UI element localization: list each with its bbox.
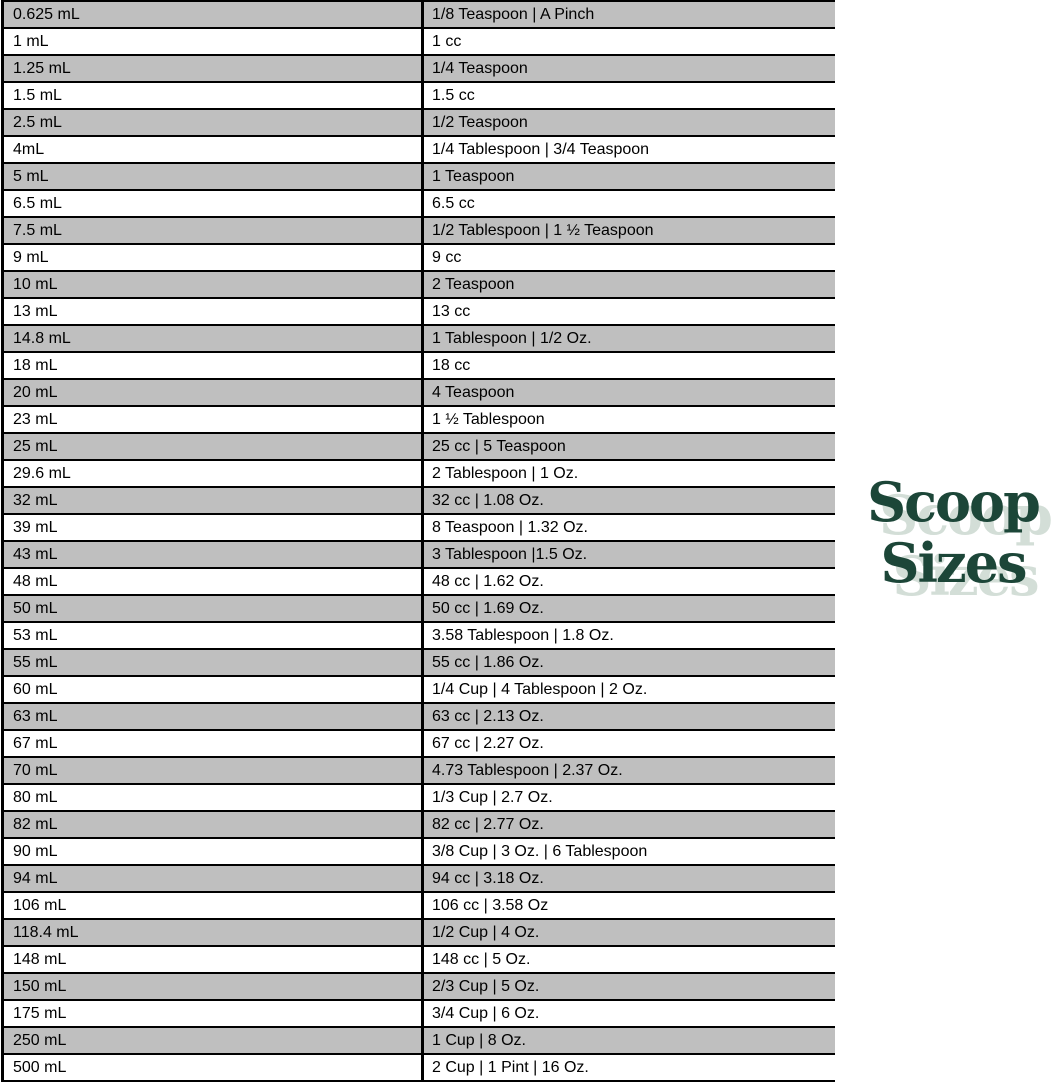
ml-cell: 55 mL xyxy=(4,650,424,675)
conversion-cell: 1 Cup | 8 Oz. xyxy=(432,1031,526,1049)
table-row xyxy=(4,729,835,756)
ml-cell: 13 mL xyxy=(4,299,424,324)
conversion-cell: 55 cc | 1.86 Oz. xyxy=(432,653,544,671)
ml-cell: 50 mL xyxy=(4,596,424,621)
ml-cell: 48 mL xyxy=(4,569,424,594)
ml-cell: 1.5 mL xyxy=(4,83,424,108)
conversion-cell: 1/2 Tablespoon | 1 ½ Teaspoon xyxy=(432,221,654,239)
conversion-cell: 32 cc | 1.08 Oz. xyxy=(432,491,544,509)
conversion-cell: 67 cc | 2.27 Oz. xyxy=(432,734,544,752)
ml-cell: 18 mL xyxy=(4,353,424,378)
conversion-cell: 1 ½ Tablespoon xyxy=(432,410,545,428)
ml-cell: 25 mL xyxy=(4,434,424,459)
table-row xyxy=(4,243,835,270)
ml-cell: 82 mL xyxy=(4,812,424,837)
conversion-cell: 25 cc | 5 Teaspoon xyxy=(432,437,566,455)
table-row xyxy=(4,216,835,243)
conversion-cell: 1/4 Tablespoon | 3/4 Teaspoon xyxy=(432,140,650,158)
table-row xyxy=(4,405,835,432)
conversion-cell: 63 cc | 2.13 Oz. xyxy=(432,707,544,725)
logo-line-1: Scoop xyxy=(867,470,1039,534)
table-row xyxy=(4,459,835,486)
conversion-cell: 1 cc xyxy=(432,32,462,50)
conversion-cell: 9 cc xyxy=(432,248,462,266)
ml-cell: 60 mL xyxy=(4,677,424,702)
ml-cell: 20 mL xyxy=(4,380,424,405)
ml-cell: 80 mL xyxy=(4,785,424,810)
ml-cell: 175 mL xyxy=(4,1001,424,1026)
table-row xyxy=(4,918,835,945)
table-row xyxy=(4,135,835,162)
ml-cell: 23 mL xyxy=(4,407,424,432)
ml-cell: 39 mL xyxy=(4,515,424,540)
table-row xyxy=(4,675,835,702)
ml-cell: 0.625 mL xyxy=(4,2,424,27)
table-row xyxy=(4,540,835,567)
conversion-cell: 1 Tablespoon | 1/2 Oz. xyxy=(432,329,592,347)
ml-cell: 118.4 mL xyxy=(4,920,424,945)
conversion-cell: 6.5 cc xyxy=(432,194,475,212)
table-row xyxy=(4,432,835,459)
ml-cell: 4mL xyxy=(4,137,424,162)
scoop-sizes-logo xyxy=(843,472,1063,594)
table-row xyxy=(4,756,835,783)
conversion-cell: 1/2 Cup | 4 Oz. xyxy=(432,923,540,941)
conversion-cell: 1/4 Teaspoon xyxy=(432,59,528,77)
ml-cell: 150 mL xyxy=(4,974,424,999)
ml-cell: 5 mL xyxy=(4,164,424,189)
conversion-cell: 3.58 Tablespoon | 1.8 Oz. xyxy=(432,626,614,644)
ml-cell: 6.5 mL xyxy=(4,191,424,216)
table-row xyxy=(4,189,835,216)
ml-cell: 14.8 mL xyxy=(4,326,424,351)
conversion-cell: 13 cc xyxy=(432,302,471,320)
conversion-cell: 2 Tablespoon | 1 Oz. xyxy=(432,464,579,482)
table-row xyxy=(4,891,835,918)
conversion-cell: 3 Tablespoon |1.5 Oz. xyxy=(432,545,588,563)
table-row xyxy=(4,270,835,297)
conversion-cell: 1.5 cc xyxy=(432,86,475,104)
table-row xyxy=(4,81,835,108)
ml-cell: 94 mL xyxy=(4,866,424,891)
conversion-cell: 148 cc | 5 Oz. xyxy=(432,950,531,968)
ml-cell: 70 mL xyxy=(4,758,424,783)
table-row xyxy=(4,621,835,648)
table-row xyxy=(4,945,835,972)
ml-cell: 10 mL xyxy=(4,272,424,297)
ml-cell: 43 mL xyxy=(4,542,424,567)
table-row xyxy=(4,810,835,837)
table-row xyxy=(4,702,835,729)
table-row xyxy=(4,1053,835,1080)
table-row xyxy=(4,297,835,324)
table-row xyxy=(4,1026,835,1053)
table-row xyxy=(4,999,835,1026)
table-row xyxy=(4,0,835,27)
ml-cell: 1.25 mL xyxy=(4,56,424,81)
table-row xyxy=(4,513,835,540)
ml-cell: 1 mL xyxy=(4,29,424,54)
table-row xyxy=(4,54,835,81)
ml-cell: 29.6 mL xyxy=(4,461,424,486)
conversion-cell: 48 cc | 1.62 Oz. xyxy=(432,572,544,590)
table-row xyxy=(4,594,835,621)
conversion-cell: 8 Teaspoon | 1.32 Oz. xyxy=(432,518,588,536)
conversion-cell: 4 Teaspoon xyxy=(432,383,515,401)
table-row xyxy=(4,27,835,54)
ml-cell: 63 mL xyxy=(4,704,424,729)
table-row xyxy=(4,648,835,675)
table-row xyxy=(4,972,835,999)
ml-cell: 90 mL xyxy=(4,839,424,864)
ml-cell: 106 mL xyxy=(4,893,424,918)
ml-cell: 7.5 mL xyxy=(4,218,424,243)
table-row xyxy=(4,351,835,378)
conversion-cell: 1/4 Cup | 4 Tablespoon | 2 Oz. xyxy=(432,680,648,698)
conversion-cell: 94 cc | 3.18 Oz. xyxy=(432,869,544,887)
conversion-cell: 3/8 Cup | 3 Oz. | 6 Tablespoon xyxy=(432,842,648,860)
conversion-cell: 1 Teaspoon xyxy=(432,167,515,185)
table-row xyxy=(4,864,835,891)
conversion-cell: 18 cc xyxy=(432,356,471,374)
ml-cell: 500 mL xyxy=(4,1055,424,1080)
scoop-size-conversion-table xyxy=(1,0,835,1082)
conversion-cell: 106 cc | 3.58 Oz xyxy=(432,896,549,914)
conversion-cell: 3/4 Cup | 6 Oz. xyxy=(432,1004,540,1022)
conversion-cell: 4.73 Tablespoon | 2.37 Oz. xyxy=(432,761,623,779)
table-row xyxy=(4,837,835,864)
table-row xyxy=(4,162,835,189)
logo-line-2: Sizes xyxy=(880,531,1026,595)
conversion-cell: 1/8 Teaspoon | A Pinch xyxy=(432,5,595,23)
conversion-cell: 2 Teaspoon xyxy=(432,275,515,293)
ml-cell: 53 mL xyxy=(4,623,424,648)
table-row xyxy=(4,108,835,135)
ml-cell: 32 mL xyxy=(4,488,424,513)
ml-cell: 2.5 mL xyxy=(4,110,424,135)
ml-cell: 250 mL xyxy=(4,1028,424,1053)
ml-cell: 67 mL xyxy=(4,731,424,756)
table-row xyxy=(4,567,835,594)
conversion-cell: 1/3 Cup | 2.7 Oz. xyxy=(432,788,553,806)
conversion-cell: 1/2 Teaspoon xyxy=(432,113,528,131)
table-row xyxy=(4,486,835,513)
conversion-cell: 2 Cup | 1 Pint | 16 Oz. xyxy=(432,1058,589,1076)
conversion-cell: 2/3 Cup | 5 Oz. xyxy=(432,977,540,995)
table-row xyxy=(4,324,835,351)
table-row xyxy=(4,783,835,810)
conversion-cell: 82 cc | 2.77 Oz. xyxy=(432,815,544,833)
ml-cell: 9 mL xyxy=(4,245,424,270)
conversion-cell: 50 cc | 1.69 Oz. xyxy=(432,599,544,617)
table-row xyxy=(4,378,835,405)
ml-cell: 148 mL xyxy=(4,947,424,972)
